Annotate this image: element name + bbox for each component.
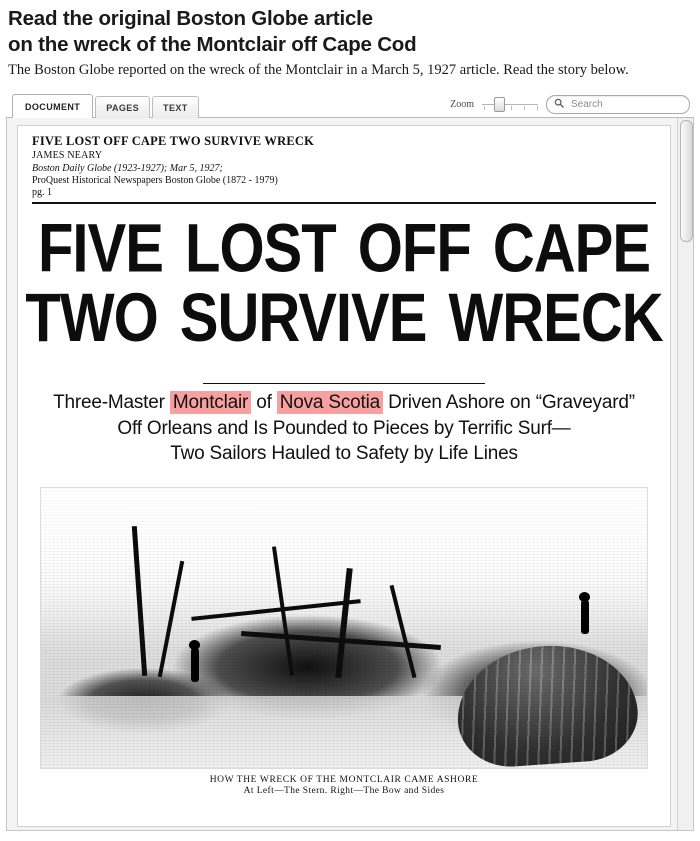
viewer-tabs <box>6 93 201 117</box>
document-viewer <box>6 87 694 831</box>
zoom-handle[interactable] <box>494 97 505 112</box>
article-headline <box>18 209 670 357</box>
search-icon <box>554 95 564 113</box>
tab-pages[interactable]: PAGES <box>95 96 150 118</box>
photo-caption-line1: HOW THE WRECK OF THE MONTCLAIR CAME ASHORE <box>209 775 479 786</box>
deck-line1-mid: of <box>251 392 277 414</box>
citation-title: FIVE LOST OFF CAPE TWO SURVIVE WRECK <box>32 133 315 148</box>
deck-line1-pre: Three-Master <box>53 392 170 414</box>
wreck-photo <box>40 487 648 769</box>
newspaper-page <box>17 125 671 827</box>
photo-grain <box>41 488 647 768</box>
zoom-slider[interactable] <box>482 97 538 111</box>
highlight-nova-scotia: Nova Scotia <box>277 391 383 414</box>
page-title-line2: on the wreck of the Montclair off Cape Cod <box>8 32 417 56</box>
headline-line2: TWO SURVIVE WRECK <box>25 279 663 357</box>
photo-caption-line2: At Left—The Stern. Right—The Bow and Sides <box>243 786 445 797</box>
tab-text[interactable]: TEXT <box>152 96 199 118</box>
deck-line1-post: Driven Ashore on “Graveyard” <box>382 392 635 414</box>
headline-line1: FIVE LOST OFF CAPE <box>37 209 651 287</box>
toolbar-right-group <box>450 95 694 117</box>
citation-page: pg. 1 <box>32 186 52 198</box>
article-deck <box>18 390 670 467</box>
citation-source: ProQuest Historical Newspapers Boston Globe (1872 - 1979) <box>32 174 278 186</box>
page-title-line1: Read the original Boston Globe article <box>8 7 373 30</box>
tab-document[interactable]: DOCUMENT <box>12 94 93 118</box>
article-photo-wrap <box>40 487 648 796</box>
viewer-toolbar <box>6 87 694 118</box>
deck-line1 <box>26 390 662 416</box>
citation-author: JAMES NEARY <box>32 149 103 161</box>
deck-line3: Two Sailors Hauled to Safety by Life Lines <box>170 443 518 465</box>
document-pane <box>6 118 694 831</box>
photo-caption <box>40 775 648 796</box>
vertical-scrollbar[interactable] <box>677 118 693 830</box>
page-subtitle: The Boston Globe reported on the wreck of the Montclair in a March 5, 1927 article. Read the story below. <box>8 62 629 79</box>
deck-rule <box>203 383 485 384</box>
page-header <box>0 0 700 80</box>
citation-block <box>18 126 670 198</box>
highlight-montclair: Montclair <box>170 391 251 414</box>
scrollbar-thumb[interactable] <box>680 120 693 242</box>
search-input[interactable] <box>569 98 682 111</box>
zoom-track <box>482 104 538 105</box>
deck-line2: Off Orleans and Is Pounded to Pieces by Terrific Surf— <box>117 417 571 439</box>
page-title <box>8 6 692 57</box>
zoom-ticks <box>484 106 538 111</box>
search-box[interactable] <box>546 95 690 114</box>
citation-publication: Boston Daily Globe (1923-1927); Mar 5, 1927; <box>32 162 223 174</box>
masthead-rule <box>32 202 656 204</box>
zoom-label: Zoom <box>450 98 474 110</box>
